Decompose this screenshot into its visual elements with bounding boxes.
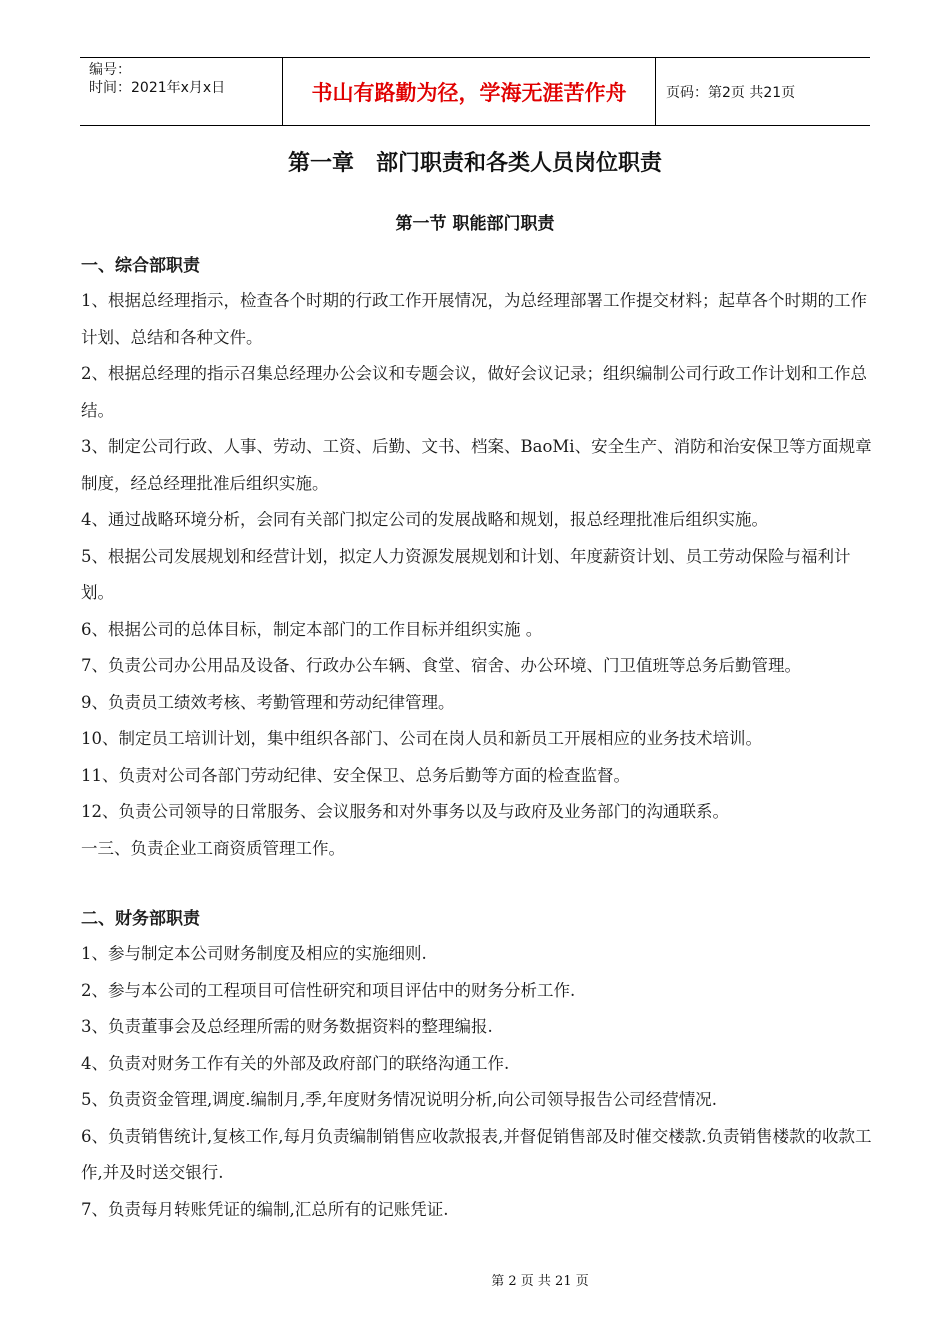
page-footer: 第 2 页 共 21 页	[491, 1274, 589, 1289]
time-label: 时间：2021年x月x日	[89, 80, 226, 96]
dept1-item: 一三、负责企业工商资质管理工作。	[81, 838, 345, 858]
dept2-item: 5、负责资金管理,调度.编制月,季,年度财务情况说明分析,向公司领导报告公司经营情况.	[81, 1090, 717, 1109]
number-label: 编号：	[89, 62, 131, 78]
dept1-item: 2、根据总经理的指示召集总经理办公会议和专题会议，做好会议记录；组织编制公司行政工作计划和工作总结。	[81, 364, 867, 420]
dept2-item: 4、负责对财务工作有关的外部及政府部门的联络沟通工作.	[81, 1053, 510, 1073]
dept2-item: 1、参与制定本公司财务制度及相应的实施细则.	[81, 944, 427, 963]
dept1-item: 4、通过战略环境分析，会同有关部门拟定公司的发展战略和规划，报总经理批准后组织实施。	[81, 510, 768, 529]
dept1-item: 12、负责公司领导的日常服务、会议服务和对外事务以及与政府及业务部门的沟通联系。	[81, 802, 729, 821]
chapter-title: 第一章 部门职责和各类人员岗位职责	[287, 151, 662, 176]
section-gap	[81, 867, 877, 903]
dept1-item: 6、根据公司的总体目标，制定本部门的工作目标并组织实施 。	[81, 619, 543, 639]
header-meta	[80, 58, 283, 125]
dept2-item: 6、负责销售统计,复核工作,每月负责编制销售应收款报表,并督促销售部及时催交楼款.负责销售楼款的收款工作,并及时送交银行.	[81, 1126, 872, 1182]
dept2-item: 7、负责每月转账凭证的编制,汇总所有的记账凭证.	[81, 1199, 449, 1219]
dept1-item: 3、制定公司行政、人事、劳动、工资、后勤、文书、档案、BaoMi、安全生产、消防和治安保卫等方面规章制度，经总经理批准后组织实施。	[81, 437, 872, 493]
dept1-item: 5、根据公司发展规划和经营计划，拟定人力资源发展规划和计划、年度薪资计划、员工劳动保险与福利计划。	[81, 546, 851, 602]
dept2-item: 2、参与本公司的工程项目可信性研究和项目评估中的财务分析工作.	[81, 980, 576, 1000]
header-motto: 书山有路勤为径，学海无涯苦作舟	[283, 58, 656, 125]
dept2-item: 3、负责董事会及总经理所需的财务数据资料的整理编报.	[81, 1017, 493, 1036]
dept1-item: 7、负责公司办公用品及设备、行政办公车辆、食堂、宿舍、办公环境、门卫值班等总务后勤管理。	[81, 656, 801, 675]
dept1-item: 9、负责员工绩效考核、考勤管理和劳动纪律管理。	[81, 692, 455, 712]
header-page-label: 页码：第2页 共21页	[666, 84, 796, 101]
dept1-item: 10、制定员工培训计划，集中组织各部门、公司在岗人员和新员工开展相应的业务技术培训。	[81, 729, 762, 748]
page-header	[80, 57, 870, 126]
dept1-item: 1、根据总经理指示，检查各个时期的行政工作开展情况，为总经理部署工作提交材料；起草各个时期的工作计划、总结和各种文件。	[81, 291, 867, 347]
document-body	[81, 250, 877, 1228]
dept1-heading: 一、综合部职责	[81, 256, 200, 276]
dept2-heading: 二、财务部职责	[81, 909, 200, 929]
section-title: 第一节 职能部门职责	[395, 214, 555, 234]
dept1-item: 11、负责对公司各部门劳动纪律、安全保卫、总务后勤等方面的检查监督。	[81, 765, 630, 785]
